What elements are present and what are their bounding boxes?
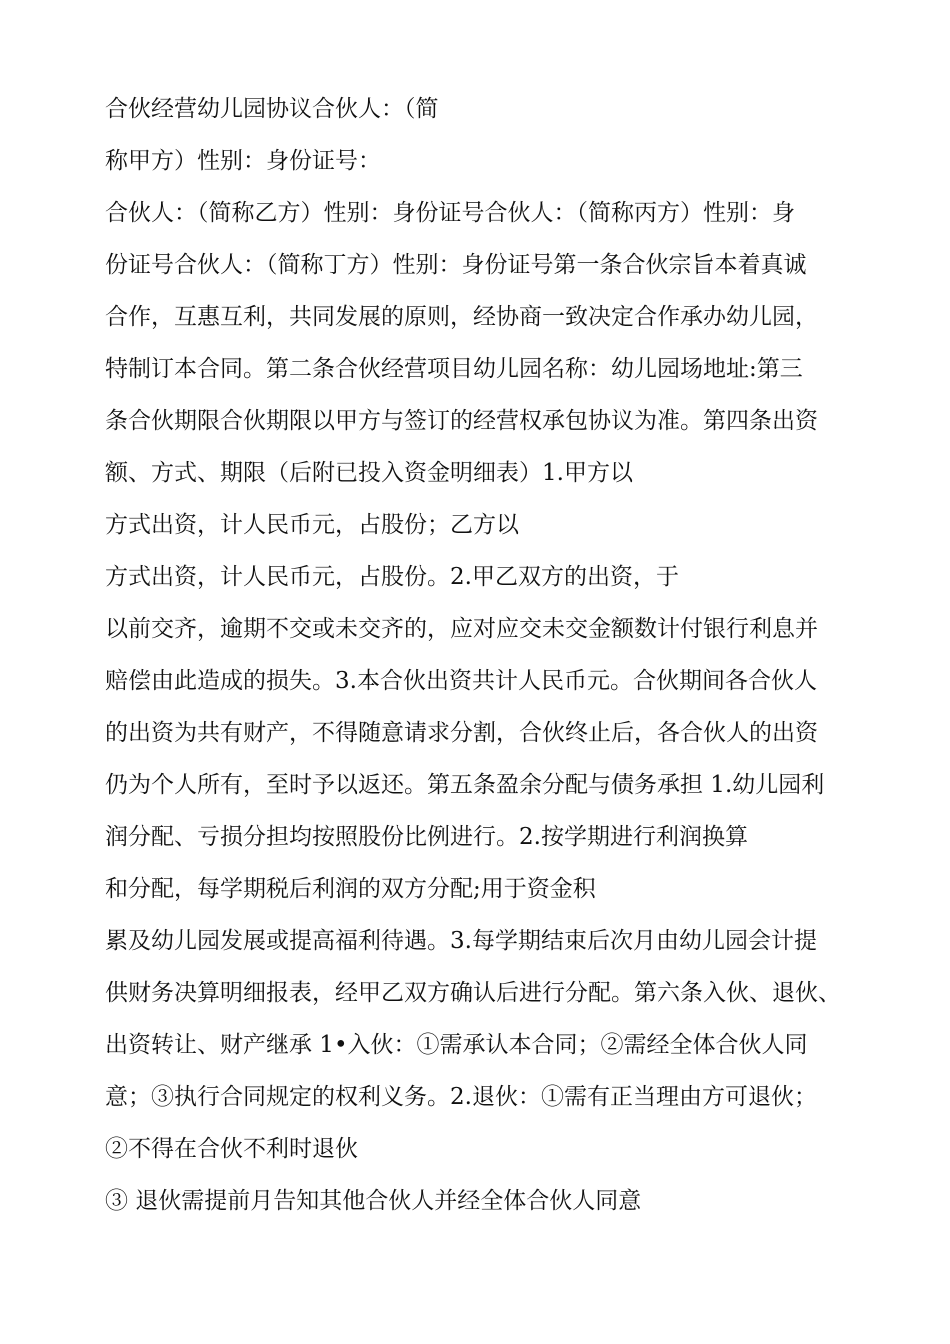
text-line-21: ②不得在合伙不利时退伙 <box>105 1136 358 1162</box>
text-line-18: 供财务决算明细报表，经甲乙双方确认后进行分配。第六条入伙、退伙、 <box>105 980 841 1006</box>
text-line-22: ③ 退伙需提前月告知其他合伙人并经全体合伙人同意 <box>105 1188 642 1214</box>
text-line-12: 赔偿由此造成的损失。3.本合伙出资共计人民币元。合伙期间各合伙人 <box>105 668 817 694</box>
text-line-7: 条合伙期限合伙期限以甲方与签订的经营权承包协议为准。第四条出资 <box>105 408 818 434</box>
text-line-2: 称甲方）性别：身份证号： <box>105 148 381 174</box>
text-line-8: 额、方式、期限（后附已投入资金明细表）1.甲方以 <box>105 460 633 486</box>
text-line-14: 仍为个人所有，至时予以返还。第五条盈余分配与债务承担 1.幼儿园利 <box>105 772 825 798</box>
text-line-6: 特制订本合同。第二条合伙经营项目幼儿园名称：幼儿园场地址:第三 <box>105 356 803 382</box>
text-line-3: 合伙人：（简称乙方）性别：身份证号合伙人：（简称丙方）性别：身 <box>105 200 795 226</box>
text-line-16: 和分配，每学期税后利润的双方分配;用于资金积 <box>105 876 596 902</box>
text-line-5: 合作，互惠互利，共同发展的原则，经协商一致决定合作承办幼儿园， <box>105 304 818 330</box>
text-line-1: 合伙经营幼儿园协议合伙人：（简 <box>105 96 439 122</box>
text-line-9: 方式出资，计人民币元，占股份；乙方以 <box>105 512 519 538</box>
text-line-20: 意；③执行合同规定的权利义务。2.退伙：①需有正当理由方可退伙； <box>105 1084 817 1110</box>
text-line-11: 以前交齐，逾期不交或未交齐的，应对应交未交金额数计付银行利息并 <box>105 616 818 642</box>
document-body <box>105 87 895 1231</box>
text-line-15: 润分配、亏损分担均按照股份比例进行。2.按学期进行利润换算 <box>105 824 748 850</box>
text-line-10: 方式出资，计人民币元，占股份。2.甲乙双方的出资，于 <box>105 564 679 590</box>
text-line-13: 的出资为共有财产，不得随意请求分割，合伙终止后，各合伙人的出资 <box>105 720 818 746</box>
text-line-17: 累及幼儿园发展或提高福利待遇。3.每学期结束后次月由幼儿园会计提 <box>105 928 817 954</box>
text-line-19: 出资转让、财产继承 1•入伙：①需承认本合同；②需经全体合伙人同 <box>105 1032 808 1058</box>
text-line-4: 份证号合伙人：（简称丁方）性别：身份证号第一条合伙宗旨本着真诚 <box>105 252 807 278</box>
